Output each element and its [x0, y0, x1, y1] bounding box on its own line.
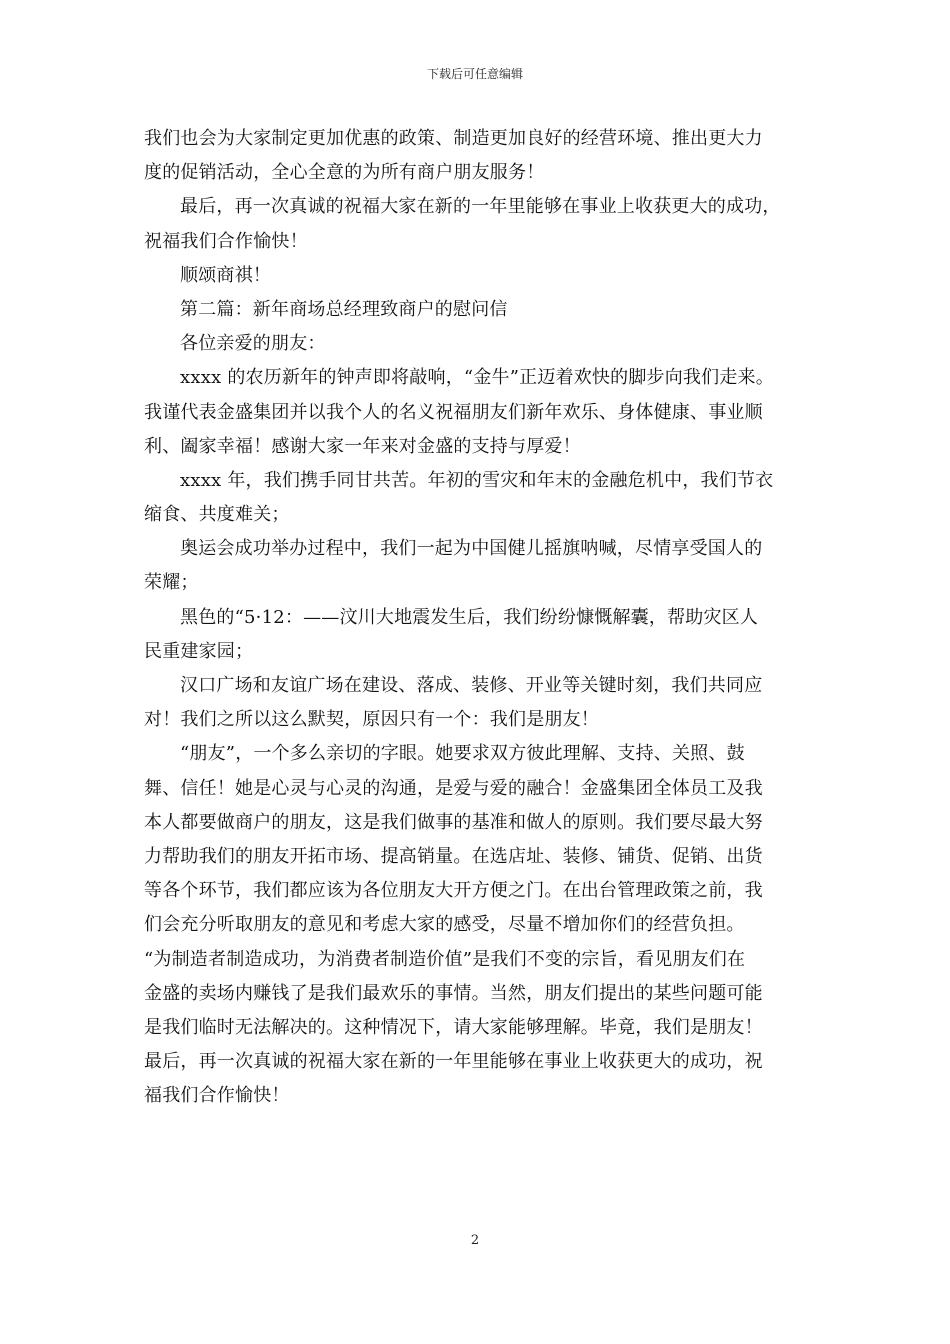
text-line: “朋友”，一个多么亲切的字眼。她要求双方彼此理解、支持、关照、鼓 — [180, 743, 745, 765]
text-line: 力帮助我们的朋友开拓市场、提高销量。在选店址、装修、铺货、促销、出货 — [144, 845, 763, 867]
download-note-header: 下载后可任意编辑 — [426, 67, 523, 81]
text-line: 是我们临时无法解决的。这种情况下，请大家能够理解。毕竟，我们是朋友！ — [144, 1016, 763, 1038]
text-line: 金盛的卖场内赚钱了是我们最欢乐的事情。当然，朋友们提出的某些问题可能 — [144, 982, 763, 1004]
text-line: 利、阖家幸福！感谢大家一年来对金盛的支持与厚爱！ — [144, 435, 581, 457]
text-line: 缩食、共度难关； — [144, 504, 290, 526]
text-line: 福我们合作愉快！ — [144, 1085, 290, 1107]
page-number: 2 — [470, 1233, 480, 1248]
document-body — [144, 122, 808, 1113]
section-title: 第二篇：新年商场总经理致商户的慰问信 — [180, 298, 508, 320]
text-line: 舞、信任！她是心灵与心灵的沟通，是爱与爱的融合！金盛集团全体员工及我 — [144, 777, 763, 799]
text-line: “为制造者制造成功，为消费者制造价值”是我们不变的宗旨，看见朋友们在 — [144, 948, 746, 970]
text-line: 我们也会为大家制定更加优惠的政策、制造更加良好的经营环境、推出更大力 — [144, 128, 763, 149]
text-line: 我谨代表金盛集团并以我个人的名义祝福朋友们新年欢乐、身体健康、事业顺 — [144, 401, 763, 423]
text-line: 奥运会成功举办过程中，我们一起为中国健儿摇旗呐喊，尽情享受国人的 — [180, 538, 763, 560]
closing-salutation: 顺颂商祺！ — [180, 264, 271, 286]
letter-greeting: 各位亲爱的朋友： — [180, 333, 326, 355]
text-line: 黑色的“5·12：——汶川大地震发生后，我们纷纷慷慨解囊，帮助灾区人 — [180, 606, 759, 628]
text-line: 汉口广场和友谊广场在建设、落成、装修、开业等关键时刻，我们共同应 — [180, 675, 763, 696]
text-line: 对！我们之所以这么默契，原因只有一个：我们是朋友！ — [144, 709, 599, 731]
text-line: 等各个环节，我们都应该为各位朋友大开方便之门。在出台管理政策之前，我 — [144, 880, 763, 902]
text-line: 荣耀； — [144, 572, 199, 594]
text-line: 最后，再一次真诚的祝福大家在新的一年里能够在事业上收获更大的成功， — [180, 196, 781, 218]
text-line: 民重建家园； — [144, 640, 254, 662]
text-line: 祝福我们合作愉快！ — [144, 230, 308, 252]
text-line: 们会充分听取朋友的意见和考虑大家的感受，尽量不增加你们的经营负担。 — [144, 914, 745, 936]
text-line: xxxx 的农历新年的钟声即将敲响，“金牛”正迈着欢快的脚步向我们走来。 — [180, 367, 774, 389]
text-line: 最后，再一次真诚的祝福大家在新的一年里能够在事业上收获更大的成功，祝 — [144, 1051, 763, 1073]
text-line: 度的促销活动，全心全意的为所有商户朋友服务！ — [144, 162, 545, 184]
text-line: 本人都要做商户的朋友，这是我们做事的基准和做人的原则。我们要尽最大努 — [144, 811, 763, 833]
text-line: xxxx 年，我们携手同甘共苦。年初的雪灾和年末的金融危机中，我们节衣 — [180, 469, 774, 491]
